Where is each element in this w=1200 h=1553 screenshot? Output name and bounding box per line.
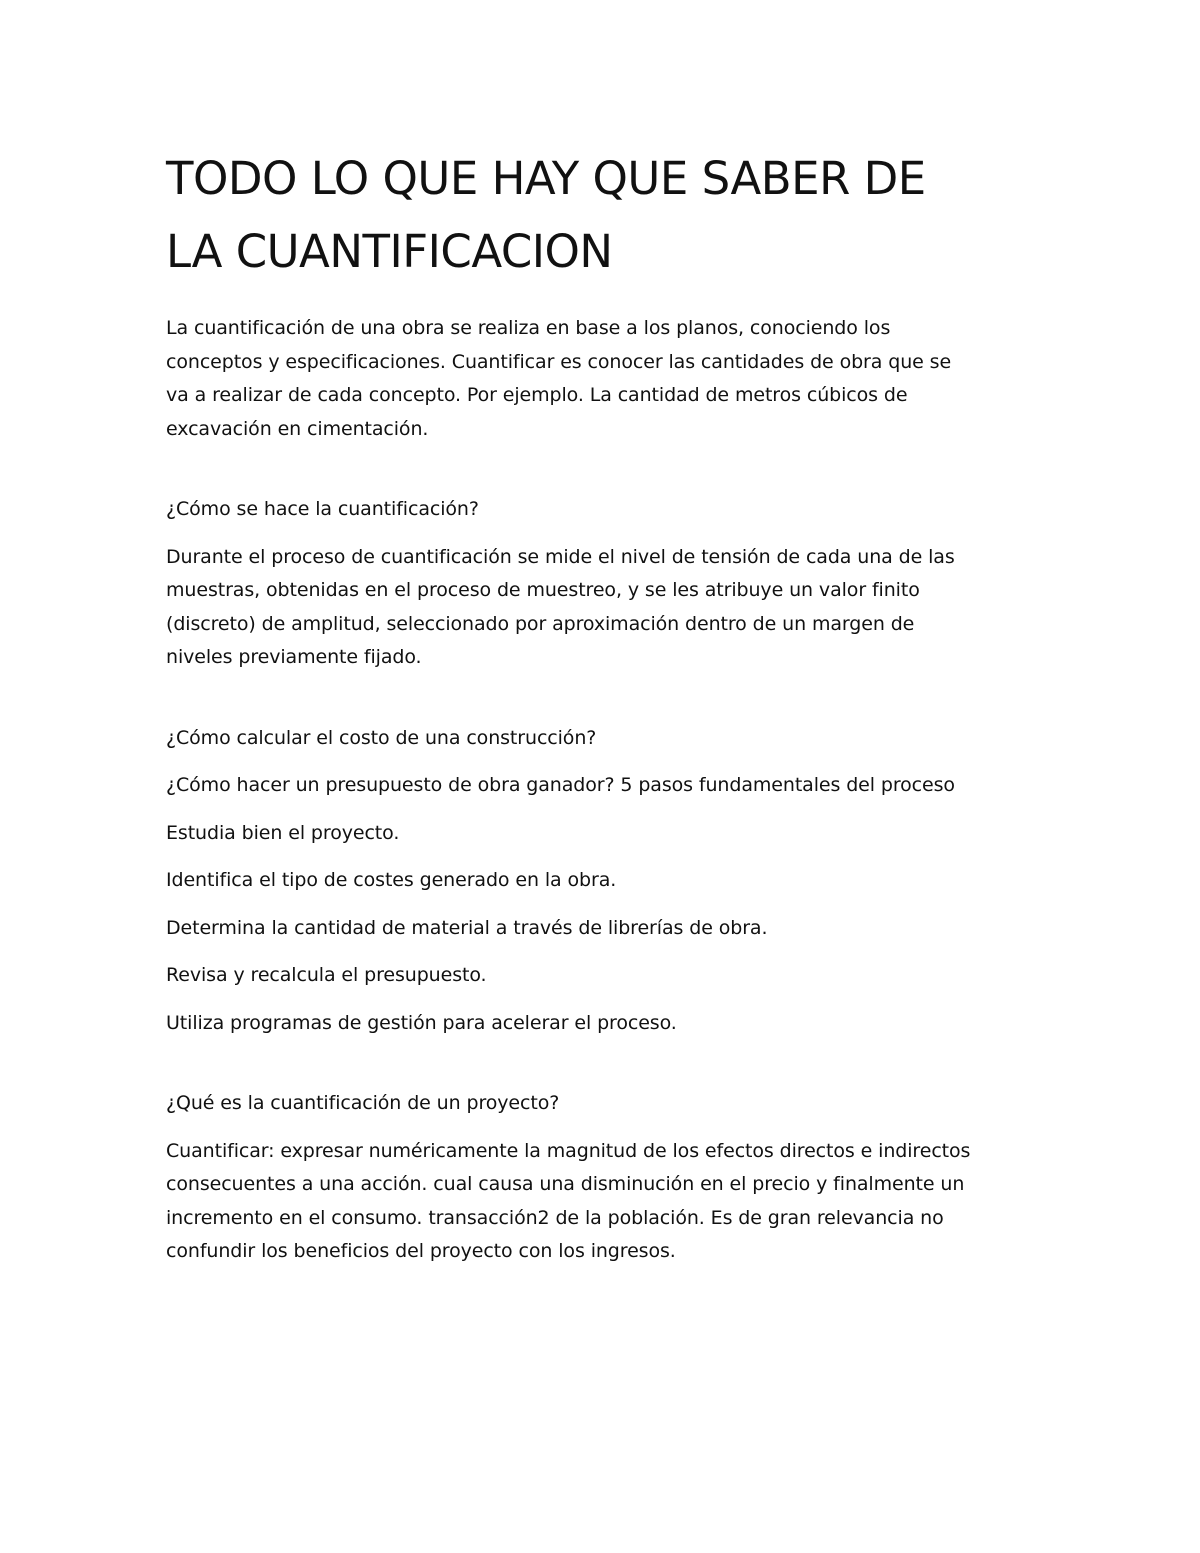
paragraph-line: va a realizar de cada concepto. Por ejemplo. La cantidad de metros cúbicos de [166, 384, 908, 406]
step-item: Estudia bien el proyecto. [166, 821, 400, 844]
paragraph-line: confundir los beneficios del proyecto con los ingresos. [166, 1240, 676, 1262]
paragraph-line: Cuantificar: expresar numéricamente la magnitud de los efectos directos e indirectos [166, 1139, 971, 1162]
document-title [166, 142, 1046, 288]
paragraph-line: conceptos y especificaciones. Cuantificar es conocer las cantidades de obra que se [166, 350, 952, 373]
section-paragraph [166, 1135, 1046, 1269]
section-question: ¿Cómo calcular el costo de una construcción? [166, 726, 597, 749]
title-line: LA CUANTIFICACION [166, 225, 613, 278]
step-item: Determina la cantidad de material a través de librerías de obra. [166, 916, 768, 939]
paragraph-line: incremento en el consumo. transacción2 de la población. Es de gran relevancia no [166, 1206, 944, 1229]
title-line: TODO LO QUE HAY QUE SABER DE [166, 152, 926, 205]
section-paragraph [166, 541, 1046, 675]
intro-paragraph [166, 312, 1046, 446]
paragraph-line: niveles previamente fijado. [166, 646, 422, 668]
paragraph-line: muestras, obtenidas en el proceso de muestreo, y se les atribuye un valor finito [166, 579, 920, 601]
paragraph-line: excavación en cimentación. [166, 417, 429, 440]
paragraph-line: La cuantificación de una obra se realiza en base a los planos, conociendo los [166, 317, 891, 339]
step-item: Utiliza programas de gestión para acelerar el proceso. [166, 1011, 677, 1034]
section-subquestion: ¿Cómo hacer un presupuesto de obra ganador? 5 pasos fundamentales del proceso [166, 774, 955, 796]
section-question: ¿Qué es la cuantificación de un proyecto? [166, 1092, 560, 1114]
document-page [166, 142, 1046, 1269]
paragraph-line: Durante el proceso de cuantificación se mide el nivel de tensión de cada una de las [166, 545, 955, 568]
paragraph-line: consecuentes a una acción. cual causa una disminución en el precio y finalmente un [166, 1173, 965, 1195]
paragraph-line: (discreto) de amplitud, seleccionado por aproximación dentro de un margen de [166, 612, 915, 635]
step-item: Identifica el tipo de costes generado en la obra. [166, 869, 617, 891]
section-question: ¿Cómo se hace la cuantificación? [166, 498, 479, 520]
step-item: Revisa y recalcula el presupuesto. [166, 964, 487, 986]
